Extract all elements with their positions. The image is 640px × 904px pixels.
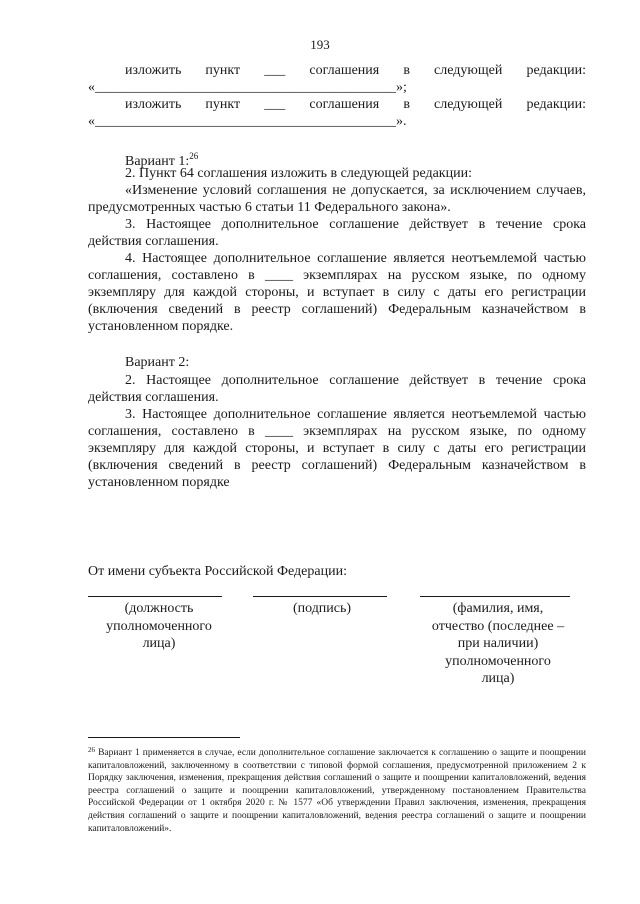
position-signature-line: [88, 596, 222, 597]
footnote-reference: 26: [189, 151, 199, 161]
alt-line-2: «___________________________________________»;: [88, 80, 407, 95]
variant1-p2: 2. Пункт 64 соглашения изложить в следующей редакции:: [125, 166, 472, 181]
signature-caption: (подпись): [292, 601, 352, 616]
alt-line-3: изложить пункт ___ соглашения в следующей редакции:: [125, 97, 586, 112]
name-caption: (фамилия, имя, отчество (последнее – при наличии) уполномоченного лица): [431, 601, 565, 686]
name-signature-line: [420, 596, 570, 597]
variant1-quote: «Изменение условий соглашения не допускается, за исключением случаев, предусмотренных частью 6 статьи 11 Федерального закона».: [88, 183, 586, 215]
variant1-p4: 4. Настоящее дополнительное соглашение является неотъемлемой частью соглашения, составлено в ____ экземплярах на русском языке, по одному экземпляру для каждой стороны, и вступает в силу с даты его регистрации (включения сведений в реестр соглашений) Федеральным казначейством в установленном порядке.: [88, 251, 586, 334]
signature-line: [253, 596, 387, 597]
footnote-text: Вариант 1 применяется в случае, если дополнительное соглашение заключается к соглашению о защите и поощрении капиталовложений, заключенному в соответствии с типовой формой соглашения, предусмотренной приложением 2 к Порядку заключения, изменения, прекращения действия соглашений о защите и поощрении капиталовложений, ведения реестра соглашений о защите и поощрении капиталовложений, утвержденному постановлением Правительства Российской Федерации от 1 октября 2020 г. № 1577 «Об утверждении Правил заключения, изменения, прекращения действия соглашений о защите и поощрении капиталовложений, ведения реестра соглашений о защите и поощрении капиталовложений».: [88, 748, 586, 834]
variant1-heading: Вариант 1:$^{26}$: [125, 151, 199, 169]
alt-line-4: «___________________________________________».: [88, 114, 407, 129]
on-behalf-label: От имени субъекта Российской Федерации:: [88, 564, 347, 579]
alt-line-1: изложить пункт ___ соглашения в следующей редакции:: [125, 63, 586, 78]
variant2-p3: 3. Настоящее дополнительное соглашение является неотъемлемой частью соглашения, составлено в ____ экземплярах на русском языке, по одному экземпляру для каждой стороны, и вступает в силу с даты его регистрации (включения сведений в реестр соглашений) Федеральным казначейством в установленном порядке: [88, 407, 586, 490]
position-caption: (должность уполномоченного лица): [106, 601, 212, 651]
variant2-p2: 2. Настоящее дополнительное соглашение действует в течение срока действия соглашения.: [88, 373, 586, 405]
variant1-p3: 3. Настоящее дополнительное соглашение действует в течение срока действия соглашения.: [88, 217, 586, 249]
footnote: [88, 744, 586, 835]
variant2-heading: Вариант 2:: [125, 355, 190, 370]
footnote-separator: [88, 737, 240, 738]
footnote-mark: 26: [88, 746, 95, 754]
page-number: 193: [310, 37, 330, 52]
